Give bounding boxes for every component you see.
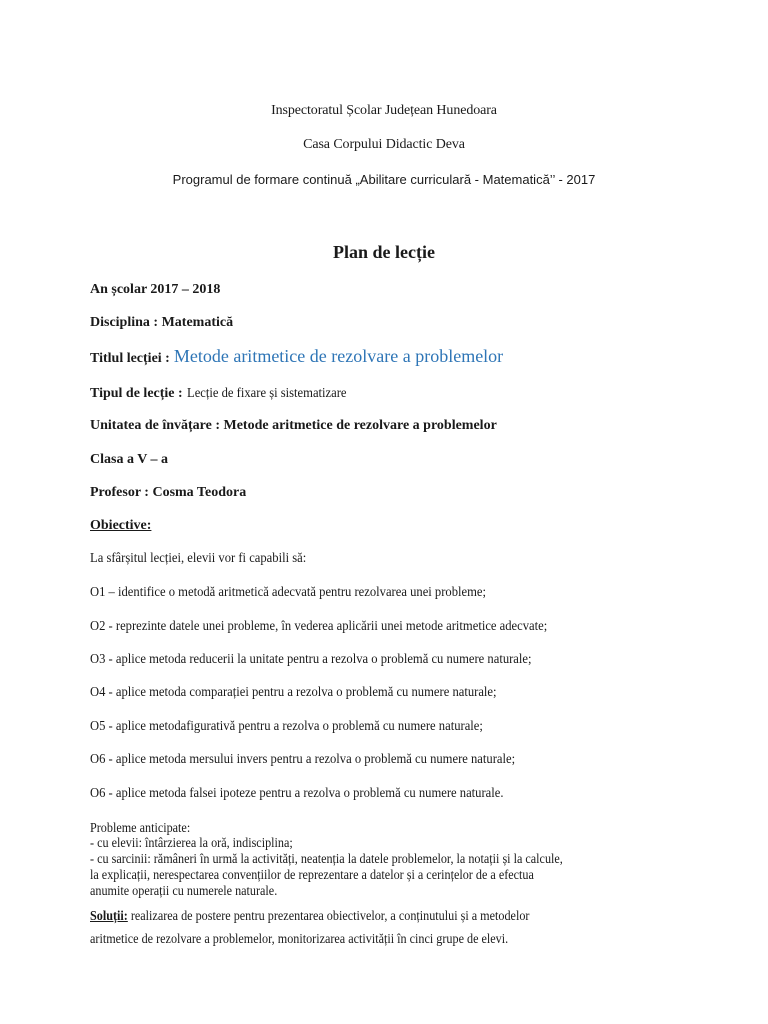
problems-line: anumite operații cu numerele naturale. — [90, 883, 278, 898]
field-an-scolar: An școlar 2017 – 2018 — [90, 282, 221, 297]
page-title: Plan de lecție — [333, 242, 435, 262]
problems-heading: Probleme anticipate: — [90, 820, 191, 835]
objective-item: O1 – identifice o metodă aritmetică adecvată pentru rezolvarea unei probleme; — [90, 585, 487, 600]
field-clasa: Clasa a V – a — [90, 452, 169, 467]
field-tipul — [90, 384, 364, 402]
tipul-value: Lecție de fixare și sistematizare — [186, 386, 347, 401]
solutions-line-1 — [90, 908, 578, 923]
header-program: Programul de formare continuă „Abilitare curriculară - Matematică’’ - 2017 — [172, 172, 596, 187]
solutions-text-1: realizarea de postere pentru prezentarea obiectivelor, a conținutului și a metodelor — [127, 908, 530, 923]
problems-line: - cu elevii: întârzierea la oră, indisciplina; — [90, 835, 293, 850]
solutions-line-2: aritmetice de rezolvare a problemelor, monitorizarea activității în cinci grupe de elevi. — [90, 931, 509, 946]
objectives-heading: Obiective: — [90, 518, 152, 533]
objective-item: O5 - aplice metodafigurativă pentru a rezolva o problemă cu numere naturale; — [90, 719, 483, 734]
objective-item: O3 - aplice metoda reducerii la unitate pentru a rezolva o problemă cu numere naturale; — [90, 652, 532, 667]
titlul-value: Metode aritmetice de rezolvare a problemelor — [173, 346, 504, 366]
titlul-label: Titlul lecției : — [90, 351, 170, 366]
field-unitatea: Unitatea de învățare : Metode aritmetice de rezolvare a problemelor — [90, 418, 497, 433]
objectives-intro: La sfârșitul lecției, elevii vor fi capabili să: — [90, 551, 307, 566]
header-ccd: Casa Corpului Didactic Deva — [303, 137, 465, 152]
header-inspectorat: Inspectoratul Școlar Județean Hunedoara — [271, 103, 497, 118]
field-profesor: Profesor : Cosma Teodora — [90, 485, 247, 500]
field-disciplina: Disciplina : Matematică — [90, 315, 234, 330]
objective-item: O2 - reprezinte datele unei probleme, în vederea aplicării unei metode aritmetice adecvate; — [90, 619, 548, 634]
field-titlul — [90, 346, 503, 367]
objective-item: O6 - aplice metoda mersului invers pentru a rezolva o problemă cu numere naturale; — [90, 752, 516, 767]
problems-line: - cu sarcinii: rămâneri în urmă la activități, neatenția la datele problemelor, la notații și la calcule, — [90, 851, 563, 866]
solutions-label: Soluții: — [90, 908, 128, 923]
problems-line: la explicații, nerespectarea convențiilor de reprezentare a datelor și a cerințelor de a efectua — [90, 867, 534, 882]
tipul-label: Tipul de lecție : — [90, 386, 183, 401]
objective-item: O6 - aplice metoda falsei ipoteze pentru a rezolva o problemă cu numere naturale. — [90, 786, 504, 801]
objective-item: O4 - aplice metoda comparației pentru a rezolva o problemă cu numere naturale; — [90, 685, 497, 700]
